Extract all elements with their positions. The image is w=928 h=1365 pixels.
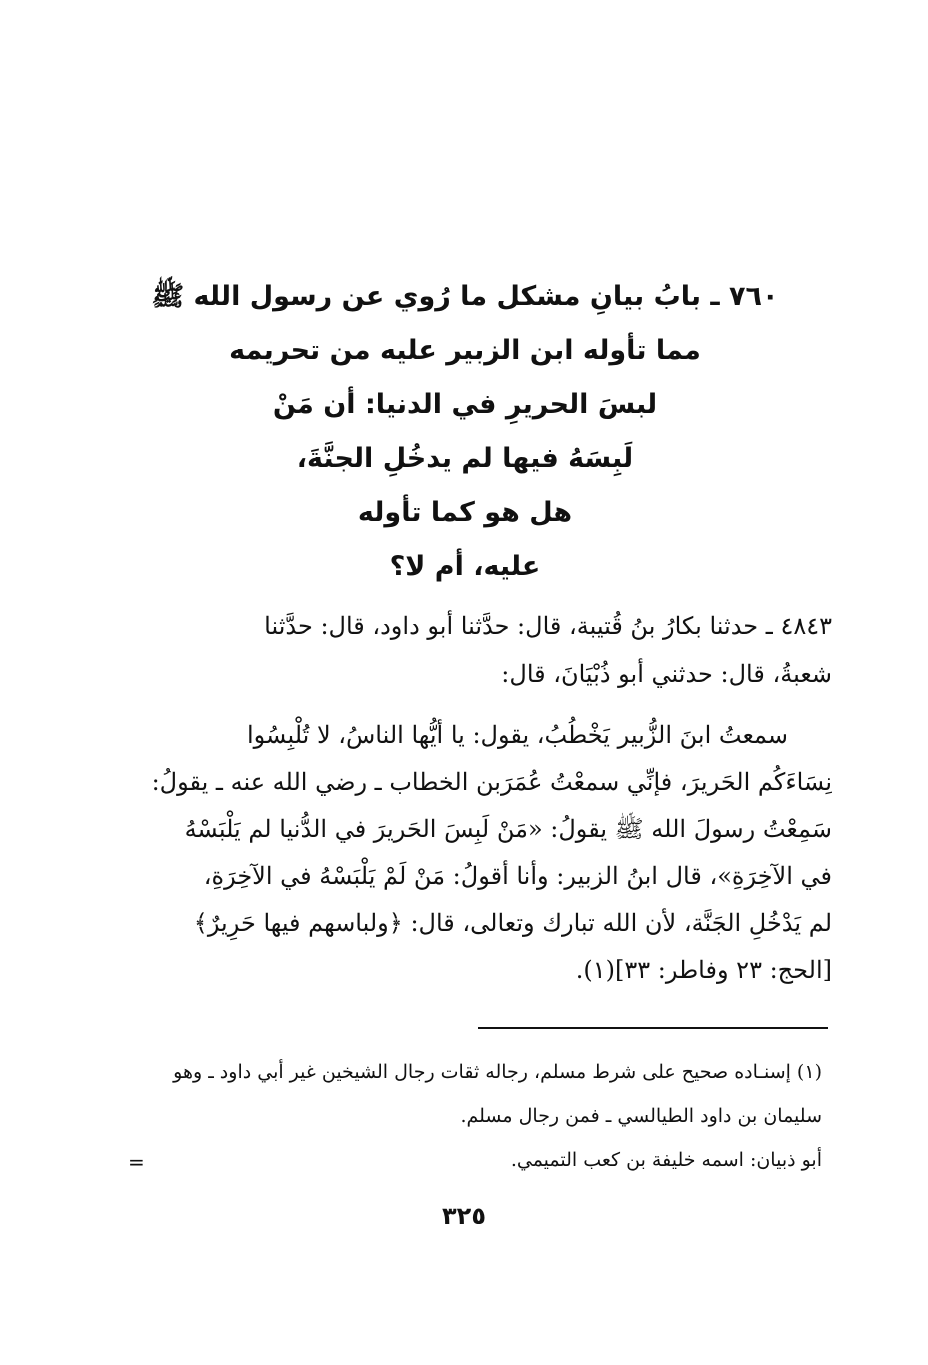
heading-line: لبسَ الحريرِ في الدنيا: أن مَنْ (272, 389, 658, 420)
text-line: شعبةُ، قال: حدثني أبو ذُبْيَانَ، قال: (501, 660, 832, 688)
footnote-line: أبو ذبيان: اسمه خليفة بن كعب التميمي. (510, 1149, 822, 1171)
heading-line: ٧٦٠ ـ بابُ بيانِ مشكل ما رُوي عن رسول الله ﷺ (151, 281, 779, 312)
text-line: سَمِعْتُ رسولَ الله ﷺ يقولُ: «مَنْ لَبِسَ الحَريرَ في الدُّنيا لم يَلْبَسْهُ (184, 815, 832, 843)
footnote-continuation-mark: = (128, 1150, 145, 1174)
text-line: ٤٨٤٣ ـ حدثنا بكارُ بنُ قُتيبة، قال: حدَّثنا أبو داود، قال: حدَّثنا (264, 612, 832, 640)
footnote-line: سليمان بن داود الطيالسي ـ فمن رجال مسلم. (460, 1105, 822, 1127)
heading-line: مما تأوله ابن الزبير عليه من تحريمه (229, 335, 701, 366)
hadith-chain-of-narration (110, 602, 832, 698)
text-line: لم يَدْخُلِ الجَنَّة، لأن الله تبارك وتعالى، قال: ﴿ولباسهم فيها حَرِيرٌ﴾ (193, 909, 832, 937)
heading-line: عليه، أم لا؟ (389, 551, 541, 582)
page-number: ٣٢٥ (442, 1202, 486, 1230)
footnote-divider (478, 1027, 828, 1029)
text-line: سمعتُ ابنَ الزُّبير يَخْطُبُ، يقول: يا أيُّها الناسُ، لا تُلْبِسُوا (246, 721, 788, 749)
text-line: نِسَاءَكُم الحَريرَ، فإنِّي سمعْتُ عُمَرَبن الخطاب ـ رضي الله عنه ـ يقولُ: (151, 768, 832, 796)
text-line: [الحج: ٢٣ وفاطر: ٣٣](١). (575, 956, 832, 984)
heading-line: لَبِسَهُ فيها لم يدخُلِ الجنَّةَ، (296, 443, 634, 474)
footnote-line: (١) إسنـاده صحيح على شرط مسلم، رجاله ثقات رجال الشيخين غير أبي داود ـ وهو (173, 1061, 822, 1083)
chapter-heading (120, 270, 810, 594)
hadith-text (110, 712, 832, 994)
heading-line: هل هو كما تأوله (357, 497, 573, 528)
footnotes (122, 1050, 822, 1182)
text-line: في الآخِرَةِ»، قال ابنُ الزبير: وأنا أقولُ: مَنْ لَمْ يَلْبَسْهُ في الآخِرَةِ، (203, 862, 832, 890)
